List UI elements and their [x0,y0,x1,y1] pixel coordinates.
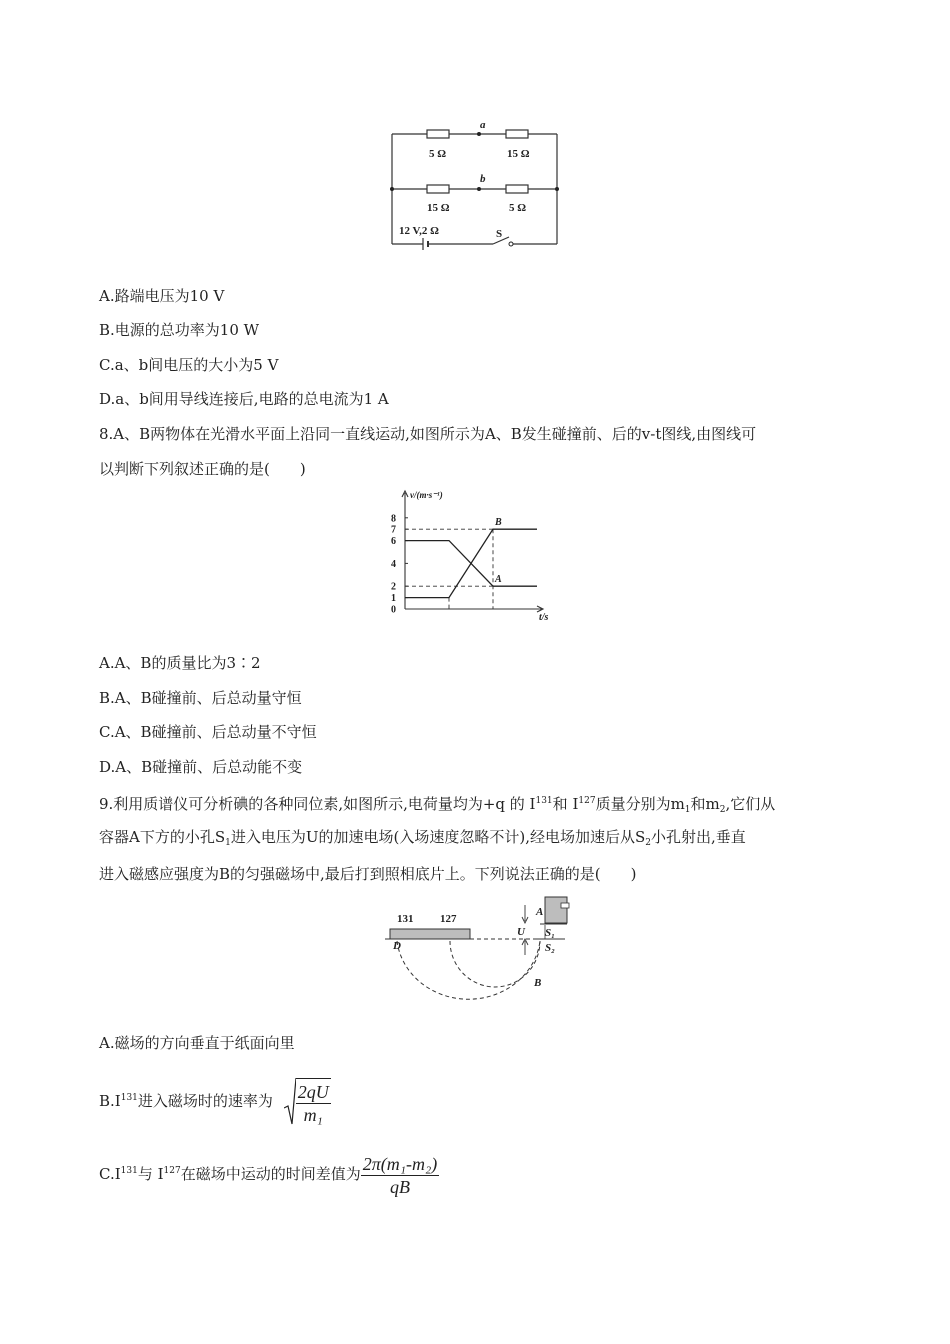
label-a: A [536,906,544,918]
label-s2: S₂ [545,942,555,954]
resistor-label: 15 Ω [427,202,450,214]
switch-label: S [496,228,503,240]
q7-option-a: A.路端电压为10 V [99,287,225,305]
q9-option-c: $C.I^{131}$与 $I^{127}$在磁场中运动的时间差值为 $\frac{\text{2π(m₁-m₂)}}{qB}$ [99,1153,438,1197]
mass-spectrometer-diagram [385,895,570,1010]
node-b-label: b [480,173,486,185]
q9-option-a: A.磁场的方向垂直于纸面向里 [99,1034,295,1052]
q9-stem-line1: 9.利用质谱仪可分析碘的各种同位素,如图所示,电荷量均为+q 的 $I^{131}$和 $I^{127}$质量分别为$m_1$和$m_2$,它们从 [99,795,776,815]
label-b: B [534,977,542,989]
series-line-B [405,529,537,597]
resistor-label: 15 Ω [507,148,530,160]
node-a-label: a [480,119,486,131]
x-axis-label: t/s [539,612,549,622]
y-tick-label: 0 [391,604,396,616]
label-d: D [393,940,401,952]
circuit-diagram [385,118,565,253]
y-tick-label: 1 [391,593,396,605]
resistor-label: 5 Ω [509,202,527,214]
y-tick-label: 4 [391,558,396,570]
label-131: 131 [397,913,414,925]
label-s1: S₁ [545,927,555,939]
y-tick-label: 8 [391,513,396,525]
q8-stem-line2: 以判断下列叙述正确的是( ) [99,460,306,478]
q8-option-d: D.A、B碰撞前、后总动能不变 [99,758,303,776]
resistor-label: 5 Ω [429,148,447,160]
q7-option-b: B.电源的总功率为10 W [99,321,260,339]
q7-option-c: C.a、b间电压的大小为5 V [99,356,279,374]
q7-option-d: D.a、b间用导线连接后,电路的总电流为1 A [99,390,389,408]
y-axis-label: v/(m·s⁻¹) [410,490,443,500]
y-tick-label: 6 [391,536,396,548]
q8-option-b: B.A、B碰撞前、后总动量守恒 [99,689,302,707]
q8-option-a: A.A、B的质量比为3∶2 [99,654,261,672]
q9-stem-line2: 容器A下方的小孔$S_1$进入电压为U的加速电场(入场速度忽略不计),经电场加速后从$S_2$小孔射出,垂直 [99,828,746,848]
q9-stem-line3: 进入磁感应强度为B的匀强磁场中,最后打到照相底片上。下列说法正确的是( ) [99,865,637,883]
series-label-A: A [495,574,502,586]
q8-stem-line1: 8.A、B两物体在光滑水平面上沿同一直线运动,如图所示为A、B发生碰撞前、后的v-t图线,由图线可 [99,425,757,443]
q8-option-c: C.A、B碰撞前、后总动量不守恒 [99,723,317,741]
source-label: 12 V,2 Ω [399,225,439,237]
label-127: 127 [440,913,457,925]
q9-option-b: $B.I^{131}$进入磁场时的速率为 $\frac{2qU}{\text{m₁}}$ [99,1075,331,1126]
y-tick-label: 2 [391,581,396,593]
series-label-B: B [495,517,502,529]
sqrt-expression: $\frac{2qU}{\text{m₁}}$ [284,1078,331,1126]
label-u: U [517,926,525,938]
y-tick-label: 7 [391,524,396,536]
vt-chart [385,487,560,622]
